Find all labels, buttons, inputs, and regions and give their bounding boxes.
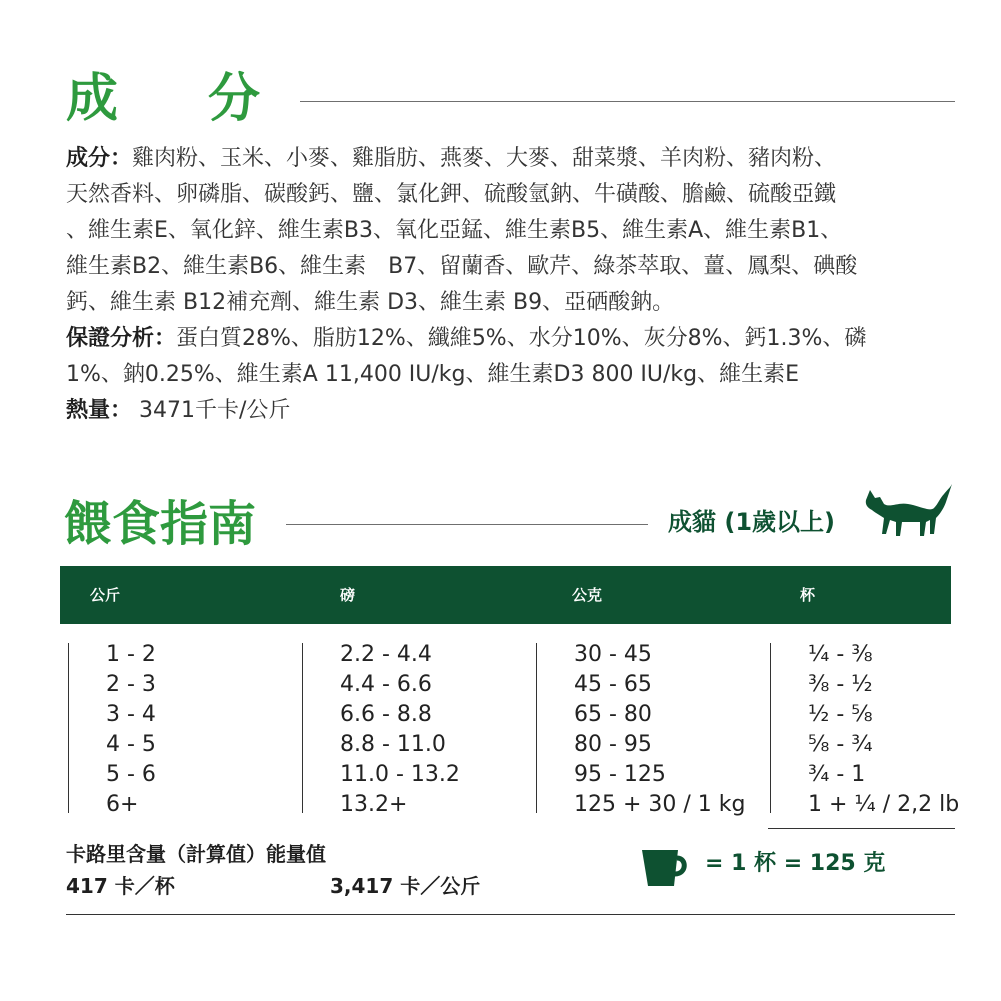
header-grams: 公克 bbox=[572, 586, 603, 604]
column-divider bbox=[770, 643, 771, 813]
cell-lb: 6.6 - 8.8 bbox=[340, 702, 432, 727]
ingredients-title: 成分 bbox=[66, 69, 351, 129]
cell-grams: 95 - 125 bbox=[574, 762, 666, 787]
life-stage-label: 成貓 (1歲以上) bbox=[668, 508, 835, 536]
feeding-guide-title: 餵食指南 bbox=[64, 496, 257, 552]
cell-cups: 1 + ¼ / 2,2 lb bbox=[808, 792, 960, 817]
cell-kg: 5 - 6 bbox=[106, 762, 156, 787]
cell-grams: 80 - 95 bbox=[574, 732, 652, 757]
header-cups: 杯 bbox=[800, 586, 816, 604]
analysis-line-1 bbox=[66, 321, 966, 357]
column-divider bbox=[302, 643, 303, 813]
energy-value: 3471千卡/公斤 bbox=[139, 398, 291, 423]
bottom-rule bbox=[66, 914, 955, 915]
column-divider bbox=[68, 643, 69, 813]
cell-cups: ⅝ - ¾ bbox=[808, 732, 873, 757]
column-divider bbox=[536, 643, 537, 813]
cell-cups: ¾ - 1 bbox=[808, 762, 866, 787]
cell-cups: ¼ - ⅜ bbox=[808, 642, 873, 667]
energy-label: 熱量： bbox=[66, 398, 133, 423]
cell-lb: 13.2+ bbox=[340, 792, 408, 817]
header-kg: 公斤 bbox=[90, 586, 121, 604]
ingredients-line-3: 、維生素E、氧化鋅、維生素B3、氧化亞錳、維生素B5、維生素A、維生素B1、 bbox=[66, 218, 843, 243]
cell-kg: 4 - 5 bbox=[106, 732, 156, 757]
cell-grams: 125 + 30 / 1 kg bbox=[574, 792, 746, 817]
ingredients-text-block bbox=[66, 141, 966, 429]
cell-lb: 4.4 - 6.6 bbox=[340, 672, 432, 697]
feeding-table-header bbox=[60, 566, 951, 624]
energy-line bbox=[66, 393, 966, 429]
ingredients-title-rule bbox=[300, 101, 955, 102]
ingredients-line-1 bbox=[66, 141, 966, 177]
cell-lb: 2.2 - 4.4 bbox=[340, 642, 432, 667]
measuring-cup-icon bbox=[640, 846, 690, 888]
feeding-title-rule bbox=[286, 524, 648, 525]
analysis-label: 保證分析： bbox=[66, 326, 177, 351]
ingredients-label: 成分： bbox=[66, 146, 133, 171]
cell-kg: 6+ bbox=[106, 792, 139, 817]
analysis-text: 蛋白質28%、脂肪12%、纖維5%、水分10%、灰分8%、鈣1.3%、磷 bbox=[176, 326, 867, 351]
analysis-line-2: 1%、鈉0.25%、維生素A 11,400 IU/kg、維生素D3 800 IU/kg、維生素E bbox=[66, 362, 800, 387]
cell-kg: 2 - 3 bbox=[106, 672, 156, 697]
calorie-per-kg: 3,417 卡／公斤 bbox=[330, 874, 481, 898]
cell-grams: 30 - 45 bbox=[574, 642, 652, 667]
calorie-per-cup: 417 卡／杯 bbox=[66, 874, 175, 898]
cell-lb: 11.0 - 13.2 bbox=[340, 762, 460, 787]
cell-cups: ½ - ⅝ bbox=[808, 702, 873, 727]
cell-lb: 8.8 - 11.0 bbox=[340, 732, 446, 757]
header-lb: 磅 bbox=[340, 586, 356, 604]
ingredients-line-5: 鈣、維生素 B12補充劑、維生素 D3、維生素 B9、亞硒酸鈉。 bbox=[66, 290, 675, 315]
ingredients-line-4: 維生素B2、維生素B6、維生素 B7、留蘭香、歐芹、綠茶萃取、薑、鳳梨、碘酸 bbox=[66, 254, 858, 279]
ingredients-text: 雞肉粉、玉米、小麥、雞脂肪、燕麥、大麥、甜菜漿、羊肉粉、豬肉粉、 bbox=[132, 146, 837, 171]
ingredients-line-2: 天然香料、卵磷脂、碳酸鈣、鹽、氯化鉀、硫酸氫鈉、牛磺酸、膽鹼、硫酸亞鐵 bbox=[66, 182, 837, 207]
cell-grams: 65 - 80 bbox=[574, 702, 652, 727]
cell-kg: 1 - 2 bbox=[106, 642, 156, 667]
table-bottom-rule bbox=[768, 828, 955, 829]
calorie-title: 卡路里含量（計算值）能量值 bbox=[66, 842, 326, 866]
cell-kg: 3 - 4 bbox=[106, 702, 156, 727]
cell-cups: ⅜ - ½ bbox=[808, 672, 873, 697]
cup-equivalence: = 1 杯 = 125 克 bbox=[705, 851, 886, 876]
cat-icon bbox=[860, 478, 954, 540]
cell-grams: 45 - 65 bbox=[574, 672, 652, 697]
